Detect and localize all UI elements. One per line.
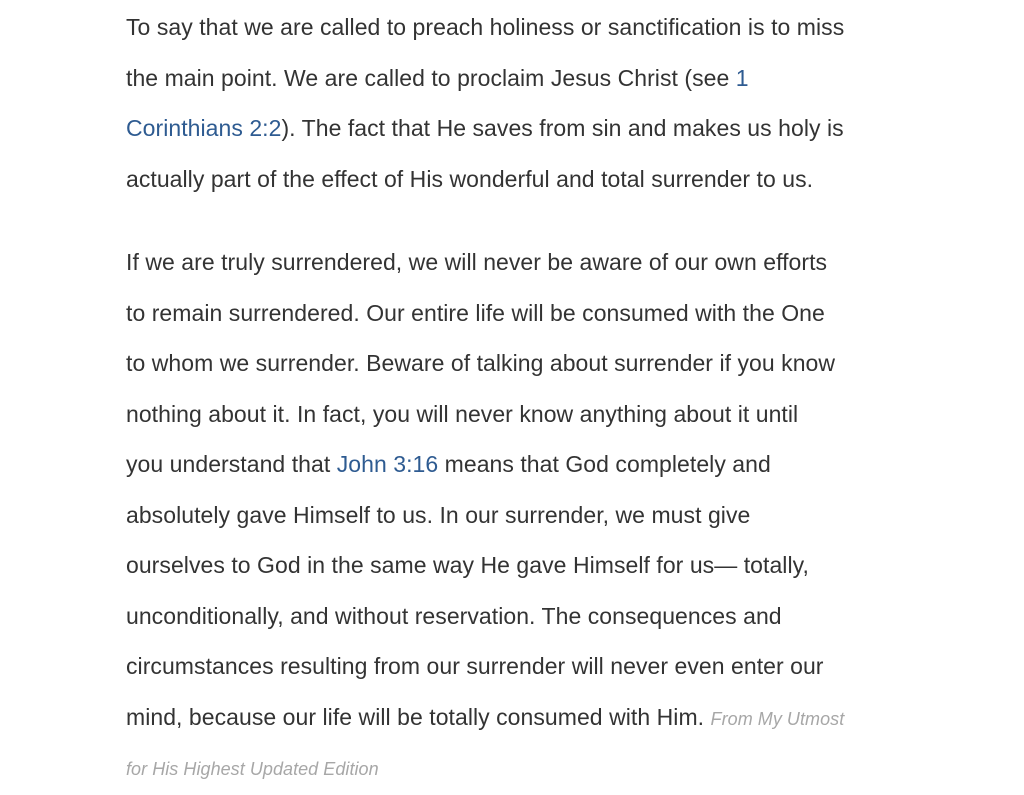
paragraph-2-line-10: [126, 692, 906, 745]
paragraph-1-line-2: [126, 53, 906, 104]
paragraph-2-line-7: ourselves to God in the same way He gave Himself for us— totally,: [126, 552, 809, 578]
paragraph-2-line-3: to whom we surrender. Beware of talking about surrender if you know: [126, 350, 836, 376]
paragraph-2-line-10-text: mind, because our life will be totally consumed with Him.: [126, 703, 711, 730]
source-attribution: From My Utmost: [710, 708, 845, 729]
paragraph-2-line-5-text-after: means that God completely and: [438, 451, 771, 477]
paragraph-2-line-8: unconditionally, and without reservation. The consequences and: [126, 602, 782, 629]
paragraph-2-line-5: [126, 439, 906, 490]
paragraph-1-line-3: [126, 103, 906, 154]
scripture-link-1-corinthians-2-2[interactable]: 1: [735, 64, 749, 91]
paragraph-1-line-2-text: the main point. We are called to proclaim Jesus Christ (see: [126, 64, 736, 91]
scripture-link-john-3-16[interactable]: John 3:16: [336, 451, 439, 477]
paragraph-1: [126, 2, 906, 204]
paragraph-1-line-1: To say that we are called to preach holiness or sanctification is to miss: [126, 14, 845, 40]
paragraph-2: [126, 237, 906, 795]
paragraph-1-line-3-text: ). The fact that He saves from sin and makes us holy is: [281, 115, 844, 141]
paragraph-2-line-5-text-before: you understand that: [126, 451, 337, 477]
source-attribution-cont: for His Highest Updated Edition: [126, 759, 379, 779]
devotional-article: [126, 2, 906, 795]
paragraph-2-line-1: If we are truly surrendered, we will never be aware of our own efforts: [126, 249, 828, 275]
paragraph-2-line-4: nothing about it. In fact, you will never know anything about it until: [126, 400, 799, 427]
scripture-link-1-corinthians-2-2-cont[interactable]: Corinthians 2:2: [126, 115, 282, 141]
paragraph-2-line-6: absolutely gave Himself to us. In our surrender, we must give: [126, 501, 751, 528]
paragraph-2-line-2: to remain surrendered. Our entire life will be consumed with the One: [126, 299, 825, 326]
paragraph-2-line-9: circumstances resulting from our surrender will never even enter our: [126, 653, 824, 679]
paragraph-1-line-4: actually part of the effect of His wonderful and total surrender to us.: [126, 165, 814, 192]
